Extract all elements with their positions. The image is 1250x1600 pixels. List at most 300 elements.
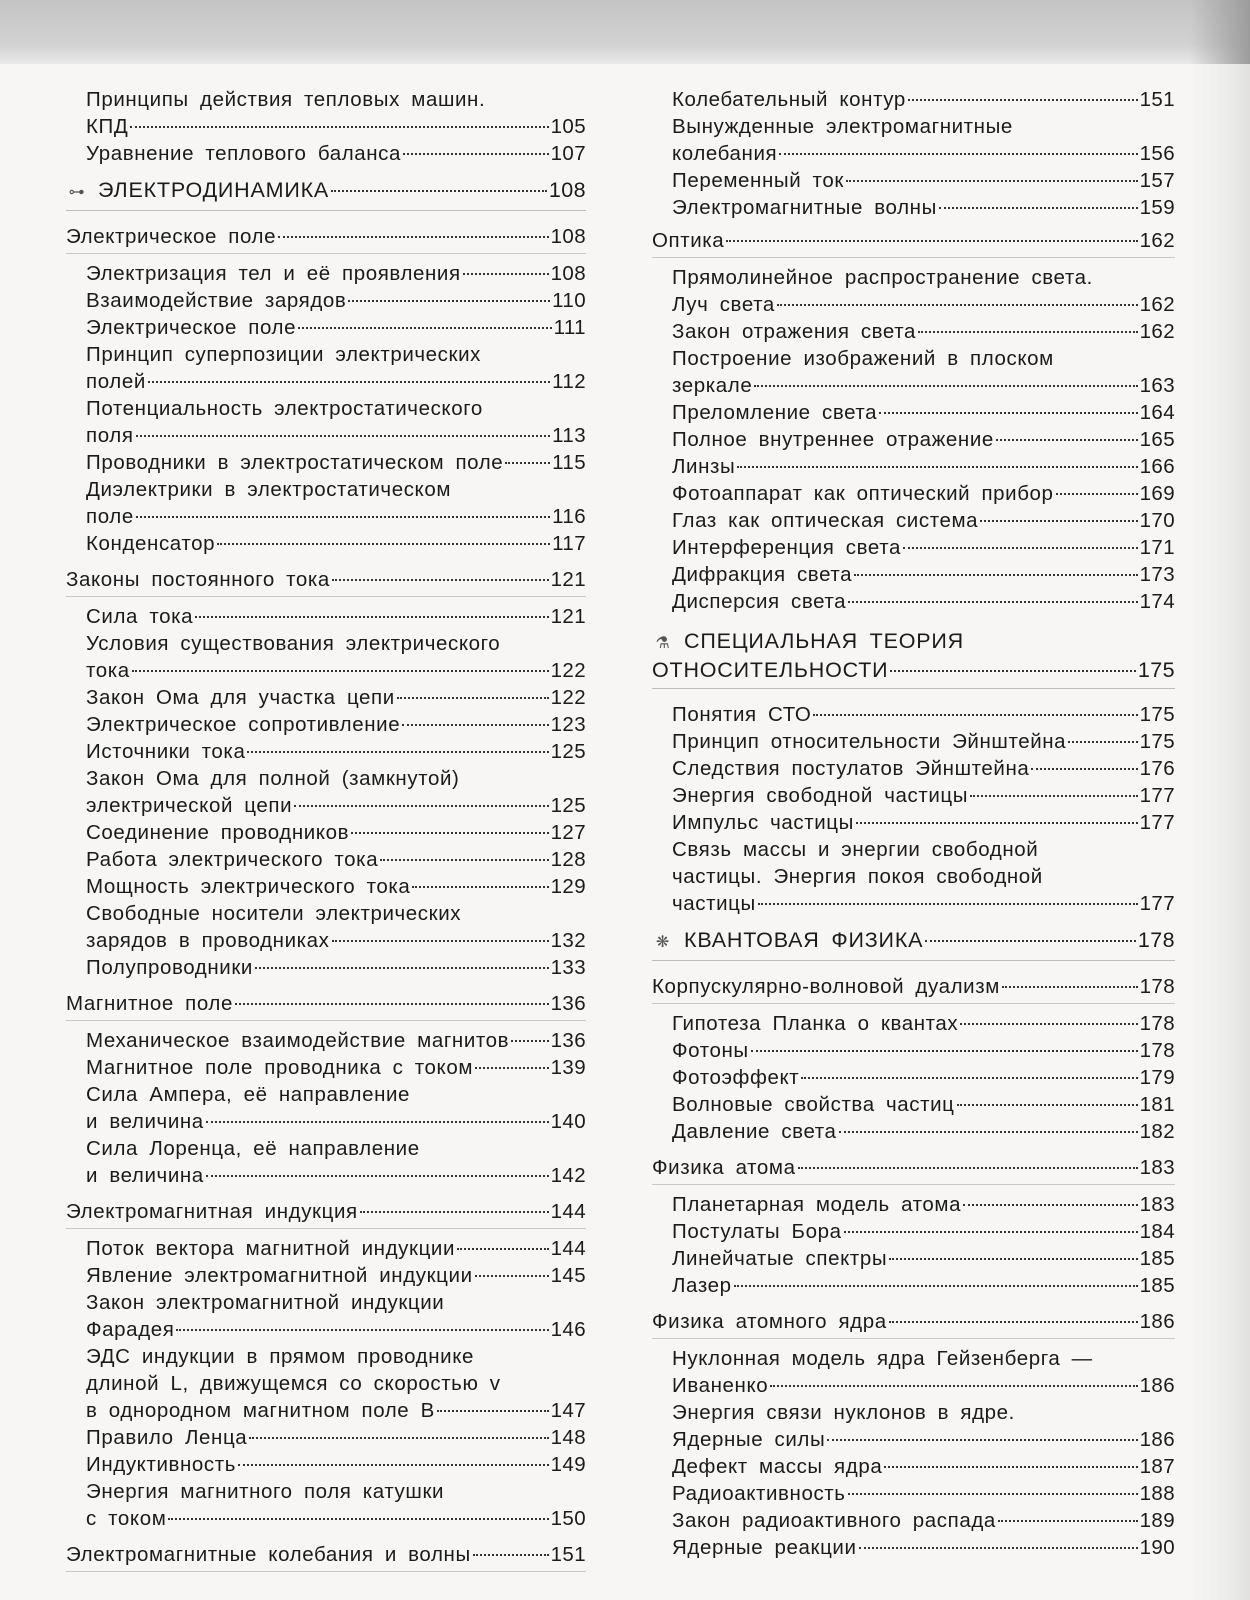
- toc-entry-title: Корпускулярно-волновой дуализм: [652, 975, 1000, 998]
- page-number: 178: [1139, 1039, 1175, 1062]
- toc-chapter[interactable]: [652, 227, 1175, 258]
- page-number: 150: [550, 1507, 586, 1530]
- dot-leader: [437, 1410, 549, 1412]
- toc-chapter-group: [66, 260, 586, 560]
- toc-entry-row: [86, 1451, 586, 1478]
- dot-leader: [412, 886, 548, 888]
- toc-entry-line: Потенциальность электростатического: [86, 397, 483, 420]
- toc-chapter[interactable]: [66, 990, 586, 1021]
- toc-entry-line: Энергия магнитного поля катушки: [86, 1480, 445, 1503]
- toc-entry-row: [672, 399, 1175, 426]
- toc-entry-title: Дисперсия света: [672, 590, 847, 613]
- toc-entry-row: [86, 530, 586, 557]
- toc-entry-title: Закон отражения света: [672, 320, 917, 343]
- toc-entry-row: [86, 711, 586, 738]
- page-number: 162: [1139, 320, 1175, 343]
- toc-item[interactable]: [652, 167, 1175, 194]
- toc-item[interactable]: [66, 287, 586, 314]
- dot-leader: [839, 1131, 1138, 1133]
- toc-entry-row: [672, 1064, 1175, 1091]
- dot-leader: [238, 1464, 549, 1466]
- toc-item[interactable]: [66, 1289, 586, 1343]
- toc-item[interactable]: [652, 318, 1175, 345]
- toc-entry-title: Лазер: [672, 1274, 732, 1297]
- toc-entry-row: [672, 1037, 1175, 1064]
- toc-item[interactable]: [66, 260, 586, 287]
- toc-item[interactable]: [66, 140, 586, 167]
- toc-entry-title: поля: [86, 424, 134, 447]
- toc-entry-row: [86, 684, 586, 711]
- toc-item[interactable]: [652, 507, 1175, 534]
- section-icon: ⊶: [68, 184, 86, 201]
- toc-entry-title: Полупроводники: [86, 956, 253, 979]
- toc-entry-line: Сила Лоренца, её направление: [86, 1137, 420, 1160]
- dot-leader: [908, 99, 1138, 101]
- toc-entry-title: Уравнение теплового баланса: [86, 142, 402, 165]
- page-number: 151: [550, 1543, 586, 1566]
- toc-chapter-group: [66, 1578, 586, 1581]
- toc-item[interactable]: [66, 1451, 586, 1478]
- toc-entry-line: [652, 628, 1175, 657]
- toc-entry-line: Принцип суперпозиции электрических: [86, 343, 481, 366]
- toc-entry-title: Магнитное поле проводника с током: [86, 1056, 474, 1079]
- toc-entry-title: Сила тока: [86, 605, 194, 628]
- toc-item[interactable]: [652, 453, 1175, 480]
- dot-leader: [777, 304, 1138, 306]
- toc-item[interactable]: [66, 684, 586, 711]
- toc-item[interactable]: [652, 755, 1175, 782]
- toc-item[interactable]: [652, 86, 1175, 113]
- toc-entry-title: зарядов в проводниках: [86, 929, 330, 952]
- toc-entry-line: Энергия связи нуклонов в ядре.: [672, 1401, 1015, 1424]
- toc-item[interactable]: [66, 738, 586, 765]
- toc-item[interactable]: [66, 1262, 586, 1289]
- toc-entry-title: Закон Ома для участка цепи: [86, 686, 395, 709]
- dot-leader: [249, 1437, 548, 1439]
- dot-leader: [1031, 768, 1137, 770]
- toc-item[interactable]: [66, 765, 586, 819]
- page-number: 164: [1139, 401, 1175, 424]
- toc-entry-row: [672, 1091, 1175, 1118]
- toc-entry-title: зеркале: [672, 374, 753, 397]
- page-number: 115: [552, 451, 586, 474]
- toc-item[interactable]: [66, 954, 586, 981]
- dot-leader: [457, 1248, 549, 1250]
- toc-entry-title: Иваненко: [672, 1374, 769, 1397]
- toc-entry-title: Проводники в электростатическом поле: [86, 451, 504, 474]
- toc-entry-title: Переменный ток: [672, 169, 844, 192]
- toc-entry-row: [672, 588, 1175, 615]
- page-number: 169: [1139, 482, 1175, 505]
- toc-chapter[interactable]: [66, 1541, 586, 1572]
- toc-entry-title: Явление электромагнитной индукции: [86, 1264, 473, 1287]
- toc-item[interactable]: [66, 1054, 586, 1081]
- page-number: 176: [1139, 757, 1175, 780]
- page-number: 186: [1139, 1428, 1175, 1451]
- dot-leader: [889, 1258, 1137, 1260]
- toc-entry-title: Взаимодействие зарядов: [86, 289, 347, 312]
- toc-entry-row: [86, 422, 586, 449]
- toc-item[interactable]: [66, 873, 586, 900]
- toc-entry-row: [66, 1198, 586, 1225]
- section-title-line: СПЕЦИАЛЬНАЯ ТЕОРИЯ: [684, 629, 964, 653]
- dot-leader: [751, 1050, 1138, 1052]
- page-number: 183: [1139, 1193, 1175, 1216]
- page-number: 132: [550, 929, 586, 952]
- toc-entry-title: Фотоэффект: [672, 1066, 800, 1089]
- page-number: 136: [550, 1029, 586, 1052]
- toc-item[interactable]: [652, 113, 1175, 167]
- page-number: 123: [550, 713, 586, 736]
- dot-leader: [884, 1466, 1137, 1468]
- toc-item[interactable]: [66, 86, 586, 140]
- toc-entry-line: длиной L, движущемся со скоростью v: [86, 1372, 501, 1395]
- page-number: 108: [550, 262, 586, 285]
- toc-item[interactable]: [66, 476, 586, 530]
- dot-leader: [859, 1547, 1138, 1549]
- toc-item[interactable]: [652, 1245, 1175, 1272]
- toc-item[interactable]: [652, 1507, 1175, 1534]
- dot-leader: [1056, 493, 1138, 495]
- page-number: 108: [548, 178, 586, 202]
- dot-leader: [957, 1104, 1138, 1106]
- toc-entry-title: Электромагнитная индукция: [66, 1200, 358, 1223]
- page-number: 165: [1139, 428, 1175, 451]
- toc-item[interactable]: [66, 314, 586, 341]
- toc-item[interactable]: [652, 480, 1175, 507]
- toc-entry-row: [652, 927, 1175, 956]
- dot-leader: [351, 832, 548, 834]
- toc-entry-title: в однородном магнитном поле B: [86, 1399, 435, 1422]
- toc-item[interactable]: [652, 1191, 1175, 1218]
- toc-section[interactable]: [652, 927, 1175, 961]
- toc-item[interactable]: [652, 1272, 1175, 1299]
- page-number: 117: [552, 532, 586, 555]
- toc-entry-title: Колебательный контур: [672, 88, 906, 111]
- toc-entry-row: [86, 1027, 586, 1054]
- toc-item[interactable]: [652, 836, 1175, 917]
- toc-entry-row: [652, 973, 1175, 1000]
- toc-item[interactable]: [652, 399, 1175, 426]
- toc-item[interactable]: [66, 1478, 586, 1532]
- toc-entry-row: [86, 1162, 586, 1189]
- dot-leader: [918, 331, 1138, 333]
- toc-item[interactable]: [66, 1135, 586, 1189]
- toc-item[interactable]: [652, 1118, 1175, 1145]
- dot-leader: [132, 670, 549, 672]
- dot-leader: [980, 520, 1137, 522]
- toc-chapter-group: [652, 264, 1175, 618]
- toc-entry-title: Постулаты Бора: [672, 1220, 842, 1243]
- toc-entry-title: Линейчатые спектры: [672, 1247, 888, 1270]
- toc-item[interactable]: [652, 809, 1175, 836]
- toc-entry-title: Магнитное поле: [66, 992, 233, 1015]
- toc-chapter-group: [66, 603, 586, 984]
- page-number: 151: [1139, 88, 1175, 111]
- toc-entry-title: Дефект массы ядра: [672, 1455, 883, 1478]
- toc-entry-line: Построение изображений в плоском: [672, 347, 1054, 370]
- toc-section[interactable]: [652, 628, 1175, 689]
- toc-item[interactable]: [66, 846, 586, 873]
- toc-item[interactable]: [652, 194, 1175, 221]
- page-number: 188: [1139, 1482, 1175, 1505]
- toc-entry-row: [672, 1191, 1175, 1218]
- toc-entry-title: электрической цепи: [86, 794, 293, 817]
- toc-entry-title: Электрическое поле: [86, 316, 297, 339]
- toc-entry-title: Полное внутреннее отражение: [672, 428, 994, 451]
- toc-entry-row: [672, 1480, 1175, 1507]
- dot-leader: [798, 1167, 1138, 1169]
- toc-entry-row: [672, 1534, 1175, 1561]
- toc-item[interactable]: [66, 1343, 586, 1424]
- dot-leader: [813, 714, 1137, 716]
- toc-item[interactable]: [66, 711, 586, 738]
- toc-entry-row: [66, 566, 586, 593]
- page-number: 189: [1139, 1509, 1175, 1532]
- page-number: 113: [552, 424, 586, 447]
- dot-leader: [996, 439, 1138, 441]
- toc-entry-row: [652, 227, 1175, 254]
- page-number: 182: [1139, 1120, 1175, 1143]
- toc-chapter-group: [652, 1010, 1175, 1148]
- dot-leader: [397, 697, 549, 699]
- page-number: 127: [550, 821, 586, 844]
- toc-entry-row: [672, 1245, 1175, 1272]
- toc-entry-title: Энергия свободной частицы: [672, 784, 969, 807]
- toc-chapter[interactable]: [652, 1154, 1175, 1185]
- toc-entry-title: Поток вектора магнитной индукции: [86, 1237, 456, 1260]
- toc-item[interactable]: [652, 1218, 1175, 1245]
- page-number: 121: [550, 605, 586, 628]
- dot-leader: [848, 1493, 1138, 1495]
- toc-item[interactable]: [652, 534, 1175, 561]
- toc-entry-row: [672, 291, 1175, 318]
- dot-leader: [278, 236, 548, 238]
- toc-chapter-group: [66, 1235, 586, 1535]
- toc-entry-line: Нуклонная модель ядра Гейзенберга —: [672, 1347, 1093, 1370]
- toc-entry-line: Закон электромагнитной индукции: [86, 1291, 445, 1314]
- page-number: 186: [1139, 1310, 1175, 1333]
- dot-leader: [473, 1554, 549, 1556]
- dot-leader: [960, 1023, 1137, 1025]
- toc-entry-title: Конденсатор: [86, 532, 216, 555]
- toc-chapter-group: [66, 1027, 586, 1192]
- toc-entry-row: [672, 1372, 1175, 1399]
- toc-item[interactable]: [652, 1091, 1175, 1118]
- page-number: 174: [1139, 590, 1175, 613]
- toc-entry-row: [86, 1505, 586, 1532]
- toc-item[interactable]: [652, 345, 1175, 399]
- toc-entry-row: [66, 177, 586, 206]
- toc-entry-row: [66, 990, 586, 1017]
- toc-entry-title: Электромагнитные колебания и волны: [66, 1543, 471, 1566]
- toc-entry-row: [672, 561, 1175, 588]
- toc-entry-title: Мощность электрического тока: [86, 875, 411, 898]
- page-number: 175: [1139, 703, 1175, 726]
- toc-entry-line: Свободные носители электрических: [86, 902, 462, 925]
- toc-item[interactable]: [652, 264, 1175, 318]
- page-number: 183: [1139, 1156, 1175, 1179]
- dot-leader: [844, 1231, 1138, 1233]
- toc-item[interactable]: [66, 341, 586, 395]
- page-number: 128: [550, 848, 586, 871]
- page-number: 105: [550, 115, 586, 138]
- toc-item[interactable]: [66, 603, 586, 630]
- toc-entry-title: Оптика: [652, 229, 725, 252]
- dot-leader: [801, 1077, 1137, 1079]
- toc-item[interactable]: [652, 701, 1175, 728]
- page-number: 177: [1139, 784, 1175, 807]
- toc-entry-title: Физика атомного ядра: [652, 1310, 887, 1333]
- dot-leader: [130, 126, 548, 128]
- toc-entry-row: [86, 657, 586, 684]
- toc-entry-row: [672, 1118, 1175, 1145]
- toc-item[interactable]: [66, 900, 586, 954]
- page-number: 177: [1139, 811, 1175, 834]
- toc-entry-line: Прямолинейное распространение света.: [672, 266, 1093, 289]
- page-number: 145: [550, 1264, 586, 1287]
- toc-item[interactable]: [66, 630, 586, 684]
- toc-entry-line: Диэлектрики в электростатическом: [86, 478, 452, 501]
- toc-item[interactable]: [652, 561, 1175, 588]
- toc-entry-row: [86, 449, 586, 476]
- dot-leader: [848, 601, 1137, 603]
- dot-leader: [195, 616, 548, 618]
- page-number: 108: [550, 225, 586, 248]
- toc-item[interactable]: [652, 1037, 1175, 1064]
- dot-leader: [854, 574, 1137, 576]
- page-edge-shadow: [1190, 64, 1250, 1600]
- page-number: 159: [1139, 196, 1175, 219]
- toc-entry-row: [672, 701, 1175, 728]
- dot-leader: [770, 1385, 1137, 1387]
- dot-leader: [737, 466, 1137, 468]
- toc-entry-row: [672, 755, 1175, 782]
- dot-leader: [247, 751, 548, 753]
- toc-section[interactable]: [66, 177, 586, 211]
- dot-leader: [475, 1067, 549, 1069]
- toc-item[interactable]: [652, 1534, 1175, 1561]
- toc-entry-title: поле: [86, 505, 134, 528]
- toc-item[interactable]: [652, 1064, 1175, 1091]
- page-number: 178: [1137, 928, 1175, 952]
- toc-item[interactable]: [652, 588, 1175, 615]
- toc-entry-row: [86, 1262, 586, 1289]
- dot-leader: [889, 1321, 1138, 1323]
- toc-item[interactable]: [652, 426, 1175, 453]
- toc-entry-row: [672, 453, 1175, 480]
- toc-chapter[interactable]: [652, 1308, 1175, 1339]
- toc-chapter[interactable]: [652, 973, 1175, 1004]
- toc-entry-title: Давление света: [672, 1120, 837, 1143]
- toc-entry-row: [86, 819, 586, 846]
- page-number: 185: [1139, 1247, 1175, 1270]
- page-number: 112: [552, 370, 586, 393]
- toc-item[interactable]: [66, 449, 586, 476]
- dot-leader: [1068, 741, 1137, 743]
- toc-item[interactable]: [652, 1480, 1175, 1507]
- toc-entry-row: [672, 1218, 1175, 1245]
- toc-item[interactable]: [652, 1010, 1175, 1037]
- toc-entry-title: Фарадея: [86, 1318, 175, 1341]
- toc-entry-title: Ядерные реакции: [672, 1536, 857, 1559]
- toc-item[interactable]: [66, 1027, 586, 1054]
- toc-entry-row: [652, 1154, 1175, 1181]
- toc-entry-row: [672, 426, 1175, 453]
- toc-item[interactable]: [66, 395, 586, 449]
- toc-entry-row: [86, 603, 586, 630]
- toc-entry-title: Глаз как оптическая система: [672, 509, 979, 532]
- toc-chapter[interactable]: [66, 223, 586, 254]
- toc-entry-title: Импульс частицы: [672, 811, 854, 834]
- page-number: 162: [1139, 293, 1175, 316]
- toc-entry-title: Понятия СТО: [672, 703, 812, 726]
- dot-leader: [1002, 986, 1138, 988]
- page-number: 144: [550, 1237, 586, 1260]
- page-number: 149: [550, 1453, 586, 1476]
- toc-entry-row: [86, 846, 586, 873]
- toc-chapter[interactable]: [66, 566, 586, 597]
- page-number: 162: [1139, 229, 1175, 252]
- section-icon: ⚗: [655, 635, 671, 652]
- toc-entry-row: [86, 1108, 586, 1135]
- toc-entry-line: Закон Ома для полной (замкнутой): [86, 767, 460, 790]
- dot-leader: [168, 1518, 548, 1520]
- toc-item[interactable]: [652, 1399, 1175, 1453]
- toc-entry-line: Условия существования электрического: [86, 632, 501, 655]
- toc-item[interactable]: [652, 782, 1175, 809]
- toc-item[interactable]: [652, 728, 1175, 755]
- toc-column-right: [652, 86, 1175, 1567]
- toc-entry-title: и величина: [86, 1164, 204, 1187]
- page-number: 163: [1139, 374, 1175, 397]
- page-number: 171: [1139, 536, 1175, 559]
- page-number: 147: [550, 1399, 586, 1422]
- toc-entry-row: [86, 1424, 586, 1451]
- toc-entry-row: [672, 194, 1175, 221]
- toc-entry-title: Гипотеза Планка о квантах: [672, 1012, 959, 1035]
- page-number: 129: [550, 875, 586, 898]
- dot-leader: [779, 153, 1137, 155]
- toc-entry-row: [86, 1397, 586, 1424]
- toc-item[interactable]: [652, 1345, 1175, 1399]
- toc-chapter[interactable]: [66, 1198, 586, 1229]
- toc-item[interactable]: [66, 819, 586, 846]
- toc-entry-title: частицы: [672, 892, 756, 915]
- toc-item[interactable]: [66, 1235, 586, 1262]
- toc-entry-title: Следствия постулатов Эйнштейна: [672, 757, 1030, 780]
- page-number: 175: [1137, 658, 1175, 682]
- toc-entry-line: частицы. Энергия покоя свободной: [672, 865, 1043, 888]
- dot-leader: [903, 547, 1138, 549]
- toc-entry-title: КПД: [86, 115, 129, 138]
- dot-leader: [331, 190, 547, 192]
- dot-leader: [136, 516, 550, 518]
- toc-item[interactable]: [66, 1081, 586, 1135]
- toc-item[interactable]: [652, 1453, 1175, 1480]
- page-number: 142: [550, 1164, 586, 1187]
- toc-item[interactable]: [66, 1424, 586, 1451]
- page-number: 187: [1139, 1455, 1175, 1478]
- toc-item[interactable]: [66, 530, 586, 557]
- toc-entry-row: [672, 1272, 1175, 1299]
- page-number: 144: [550, 1200, 586, 1223]
- toc-entry-row: [86, 503, 586, 530]
- toc-entry-title: Индуктивность: [86, 1453, 237, 1476]
- toc-entry-line: Вынужденные электромагнитные: [672, 115, 1013, 138]
- dot-leader: [298, 327, 552, 329]
- page-number: 122: [550, 686, 586, 709]
